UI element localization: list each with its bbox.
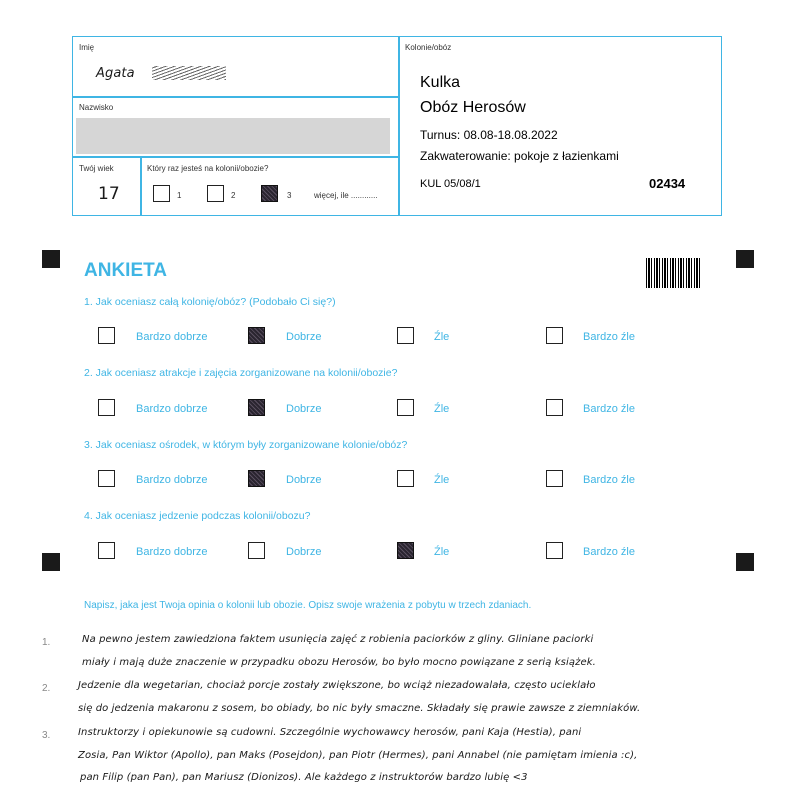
q2-checkbox-bardzo-zle[interactable] <box>546 399 563 416</box>
ktory-raz-option-3: 3 <box>287 191 292 200</box>
answer-number-2: 2. <box>42 683 51 694</box>
nazwisko-label: Nazwisko <box>79 103 114 112</box>
q1-checkbox-bardzo-dobrze[interactable] <box>98 327 115 344</box>
q4-checkbox-bardzo-zle[interactable] <box>546 542 563 559</box>
barcode <box>646 258 702 288</box>
q2-checkbox-bardzo-dobrze[interactable] <box>98 399 115 416</box>
divider <box>72 96 399 98</box>
answer-line[interactable]: miały i mają duże znaczenie w przypadku obozu Herosów, bo było mocno powiązane z serią książek. <box>82 657 596 668</box>
q3-checkbox-zle[interactable] <box>397 470 414 487</box>
registration-mark <box>42 553 60 571</box>
q4-checkbox-zle[interactable] <box>397 542 414 559</box>
registration-mark <box>736 553 754 571</box>
ktory-raz-checkbox-2[interactable] <box>207 185 224 202</box>
answer-line[interactable]: się do jedzenia makaronu z sosem, bo obiady, bo nic były smaczne. Składały się prawie zawsze z ziemniaków. <box>78 703 641 714</box>
divider <box>72 156 399 158</box>
redacted-field <box>76 118 390 154</box>
question-2: 2. Jak oceniasz atrakcje i zajęcia zorganizowane na kolonii/obozie? <box>84 367 398 379</box>
answer-number-1: 1. <box>42 637 51 648</box>
ktory-raz-label: Który raz jesteś na kolonii/obozie? <box>147 164 269 173</box>
wiek-value[interactable]: 17 <box>98 184 120 204</box>
q3-option-dobrze: Dobrze <box>286 474 322 486</box>
imie-label: Imię <box>79 43 95 52</box>
q1-checkbox-bardzo-zle[interactable] <box>546 327 563 344</box>
q3-option-zle: Źle <box>434 474 450 486</box>
q3-option-bardzo-dobrze: Bardzo dobrze <box>136 474 208 486</box>
camp-name: Kulka <box>420 74 461 91</box>
ktory-raz-checkbox-1[interactable] <box>153 185 170 202</box>
answer-line[interactable]: Jedzenie dla wegetarian, chociaż porcje zostały zwiększone, bo wciąż niezadowalała, często ucieklało <box>78 680 596 691</box>
camp-code: KUL 05/08/1 <box>420 178 481 190</box>
q1-option-bardzo-dobrze: Bardzo dobrze <box>136 331 208 343</box>
question-1: 1. Jak oceniasz całą kolonię/obóz? (Podobało Ci się?) <box>84 296 336 308</box>
q4-checkbox-bardzo-dobrze[interactable] <box>98 542 115 559</box>
q1-option-bardzo-zle: Bardzo źle <box>583 331 635 343</box>
ktory-raz-checkbox-3[interactable] <box>261 185 278 202</box>
q3-checkbox-bardzo-zle[interactable] <box>546 470 563 487</box>
q1-option-zle: Źle <box>434 331 450 343</box>
answer-number-3: 3. <box>42 730 51 741</box>
zakwaterowanie: Zakwaterowanie: pokoje z łazienkami <box>420 149 619 163</box>
answer-line[interactable]: pan Filip (pan Pan), pan Mariusz (Dionizos). Ale każdego z instruktorów bardzo lubię <3 <box>80 772 528 783</box>
kolonie-label: Kolonie/obóz <box>405 43 452 52</box>
registration-mark <box>42 250 60 268</box>
q4-checkbox-dobrze[interactable] <box>248 542 265 559</box>
q4-option-bardzo-zle: Bardzo źle <box>583 546 635 558</box>
answer-line[interactable]: Zosia, Pan Wiktor (Apollo), pan Maks (Posejdon), pan Piotr (Hermes), pani Annabel (nie pamiętam imienia :c), <box>78 750 638 761</box>
survey-title: ANKIETA <box>84 260 168 281</box>
form-number: 02434 <box>649 176 686 191</box>
q2-checkbox-dobrze[interactable] <box>248 399 265 416</box>
q3-checkbox-dobrze[interactable] <box>248 470 265 487</box>
scribbled-out-text <box>152 66 226 80</box>
wiecej-label: więcej, ile ............ <box>314 191 378 200</box>
q1-checkbox-zle[interactable] <box>397 327 414 344</box>
q3-option-bardzo-zle: Bardzo źle <box>583 474 635 486</box>
registration-mark <box>736 250 754 268</box>
q4-option-dobrze: Dobrze <box>286 546 322 558</box>
ktory-raz-option-2: 2 <box>231 191 236 200</box>
camp-title: Obóz Herosów <box>420 99 526 116</box>
imie-value[interactable]: Agata <box>96 66 135 81</box>
q3-checkbox-bardzo-dobrze[interactable] <box>98 470 115 487</box>
q4-option-zle: Źle <box>434 546 450 558</box>
divider <box>140 156 142 216</box>
q2-checkbox-zle[interactable] <box>397 399 414 416</box>
q1-option-dobrze: Dobrze <box>286 331 322 343</box>
divider <box>398 36 400 216</box>
wiek-label: Twój wiek <box>79 164 114 173</box>
q4-option-bardzo-dobrze: Bardzo dobrze <box>136 546 208 558</box>
q2-option-bardzo-zle: Bardzo źle <box>583 403 635 415</box>
question-3: 3. Jak oceniasz ośrodek, w którym były zorganizowane kolonie/obóz? <box>84 439 408 451</box>
ktory-raz-option-1: 1 <box>177 191 182 200</box>
opinion-prompt: Napisz, jaka jest Twoja opinia o kolonii lub obozie. Opisz swoje wrażenia z pobytu w trzech zdaniach. <box>84 600 532 611</box>
q2-option-bardzo-dobrze: Bardzo dobrze <box>136 403 208 415</box>
answer-line[interactable]: Instruktorzy i opiekunowie są cudowni. Szczególnie wychowawcy herosów, pani Kaja (Hestia), pani <box>78 727 582 738</box>
question-4: 4. Jak oceniasz jedzenie podczas kolonii/obozu? <box>84 510 311 522</box>
q2-option-zle: Źle <box>434 403 450 415</box>
q1-checkbox-dobrze[interactable] <box>248 327 265 344</box>
turnus: Turnus: 08.08-18.08.2022 <box>420 128 558 142</box>
q2-option-dobrze: Dobrze <box>286 403 322 415</box>
answer-line[interactable]: Na pewno jestem zawiedziona faktem usunięcia zajęć z robienia paciorków z gliny. Gliniane paciorki <box>82 634 594 645</box>
